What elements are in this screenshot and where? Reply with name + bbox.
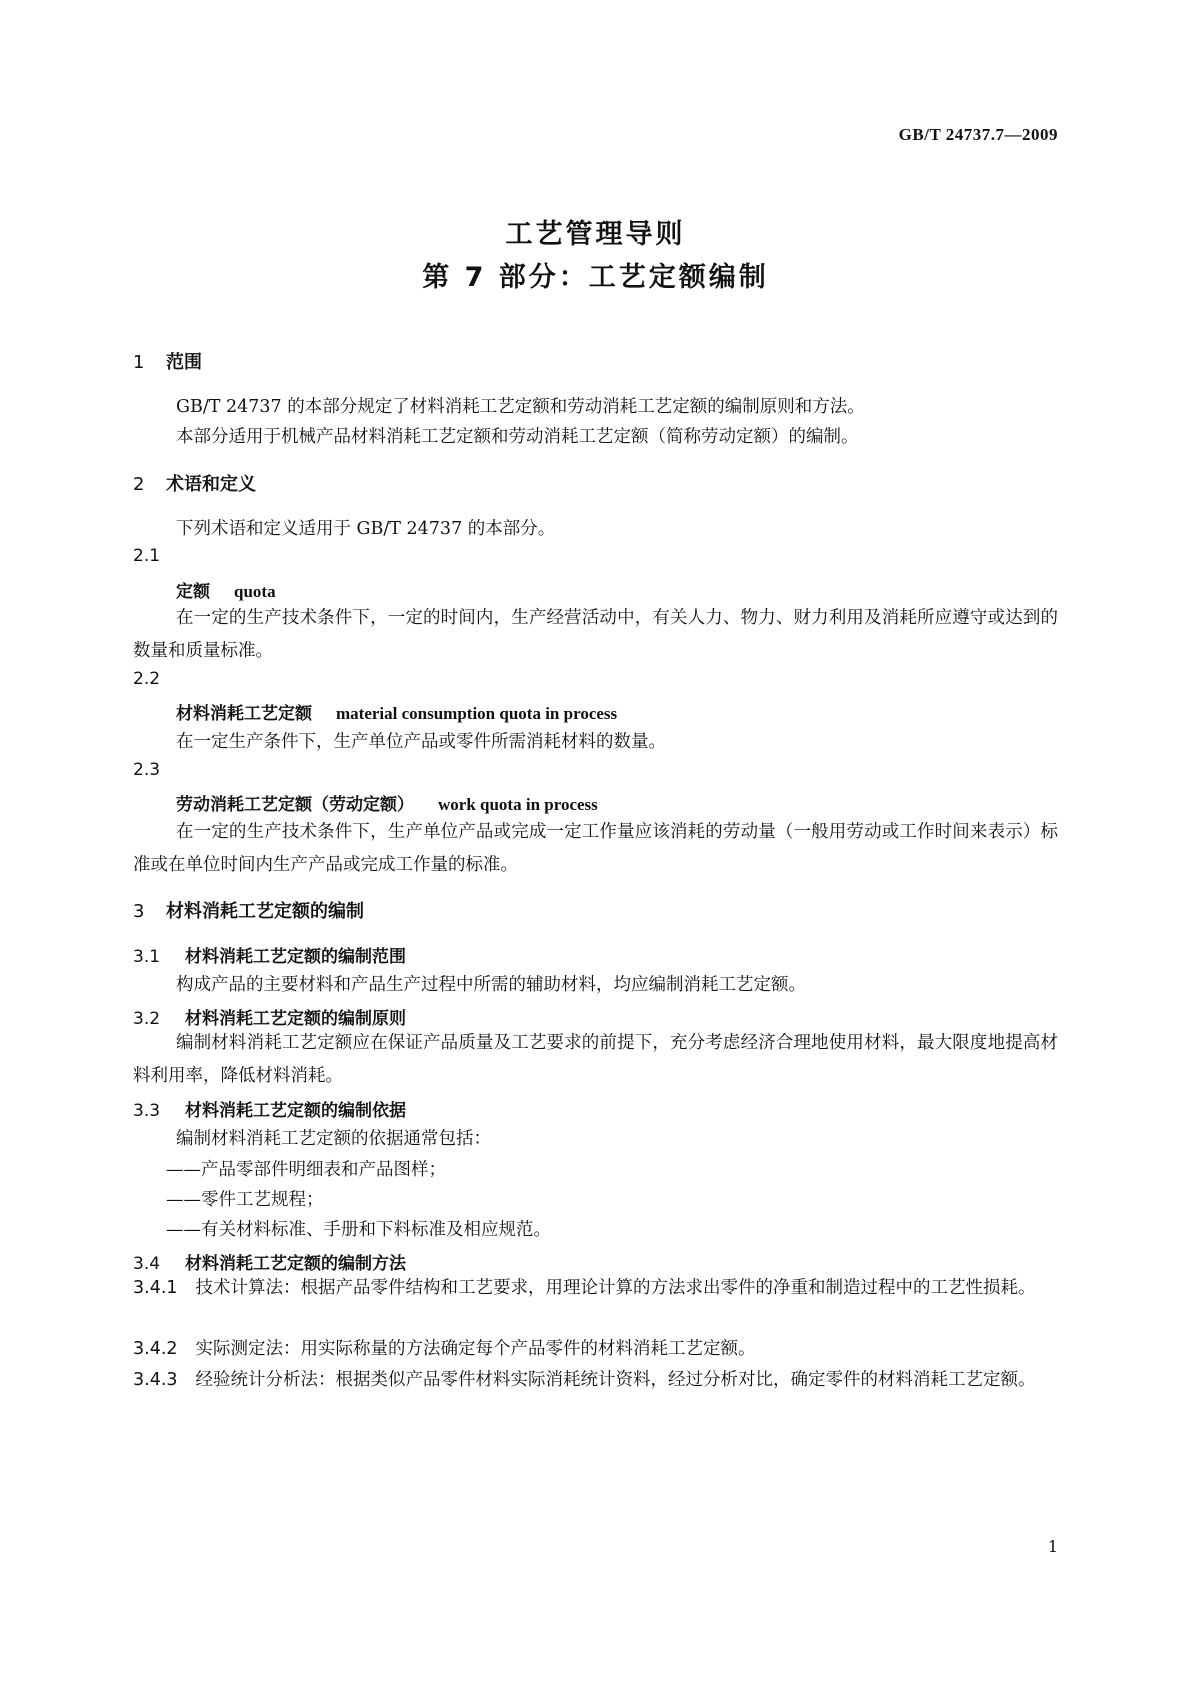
section-2-heading	[133, 470, 256, 496]
subsection-number: 3.1	[133, 947, 161, 967]
method-3-4-2	[133, 1333, 1058, 1366]
subsection-3-3-heading	[133, 1096, 406, 1121]
term-en: material consumption quota in process	[336, 704, 618, 723]
subsection-title: 材料消耗工艺定额的编制原则	[185, 1009, 406, 1029]
term-index: 2.1	[133, 546, 161, 566]
method-number: 3.4.1	[133, 1278, 178, 1298]
page-title-line1: 工艺管理导则	[505, 219, 686, 250]
term-en: work quota in process	[438, 795, 598, 814]
term-index: 2.3	[133, 760, 161, 780]
page-number: 1	[1047, 1537, 1058, 1556]
term-name	[176, 577, 276, 602]
term-zh: 劳动消耗工艺定额（劳动定额）	[176, 795, 414, 815]
page-title-line2: 第 7 部分：工艺定额编制	[422, 262, 769, 293]
term-zh: 定额	[176, 582, 210, 602]
section-title: 范围	[166, 352, 202, 373]
paragraph: 编制材料消耗工艺定额的依据通常包括：	[176, 1129, 491, 1149]
term-zh: 材料消耗工艺定额	[176, 704, 312, 724]
list-item: ——产品零部件明细表和产品图样；	[166, 1160, 446, 1180]
section-1-heading	[133, 348, 202, 374]
subsection-number: 3.4	[133, 1254, 161, 1274]
method-text: 经验统计分析法：根据类似产品零件材料实际消耗统计资料，经过分析对比，确定零件的材料消耗工艺定额。	[195, 1370, 1036, 1390]
term-name	[176, 699, 617, 724]
section-number: 1	[133, 352, 145, 373]
subsection-3-4-heading	[133, 1249, 406, 1274]
method-3-4-1	[133, 1272, 1058, 1305]
term-definition: 在一定生产条件下，生产单位产品或零件所需消耗材料的数量。	[176, 732, 666, 752]
paragraph: 构成产品的主要材料和产品生产过程中所需的辅助材料，均应编制消耗工艺定额。	[176, 975, 806, 995]
term-name	[176, 790, 598, 815]
section-title: 材料消耗工艺定额的编制	[166, 901, 364, 922]
subsection-title: 材料消耗工艺定额的编制方法	[185, 1254, 406, 1274]
section-3-heading	[133, 897, 364, 923]
term-en: quota	[234, 582, 276, 601]
method-number: 3.4.3	[133, 1370, 178, 1390]
section-number: 3	[133, 901, 145, 922]
method-text: 实际测定法：用实际称量的方法确定每个产品零件的材料消耗工艺定额。	[195, 1339, 756, 1359]
term-definition: 在一定的生产技术条件下，生产单位产品或完成一定工作量应该消耗的劳动量（一般用劳动或工作时间来表示）标准或在单位时间内生产产品或完成工作量的标准。	[133, 822, 1058, 875]
subsection-number: 3.2	[133, 1009, 161, 1029]
standard-code: GB/T 24737.7—2009	[898, 125, 1058, 144]
method-number: 3.4.2	[133, 1339, 178, 1359]
subsection-3-1-heading	[133, 942, 406, 967]
section-number: 2	[133, 474, 145, 495]
term-definition: 在一定的生产技术条件下，一定的时间内，生产经营活动中，有关人力、物力、财力利用及消耗所应遵守或达到的数量和质量标准。	[133, 608, 1058, 661]
paragraph: 本部分适用于机械产品材料消耗工艺定额和劳动消耗工艺定额（简称劳动定额）的编制。	[176, 427, 859, 447]
section-title: 术语和定义	[166, 474, 256, 495]
subsection-number: 3.3	[133, 1101, 161, 1121]
subsection-title: 材料消耗工艺定额的编制依据	[185, 1101, 406, 1121]
method-text: 技术计算法：根据产品零件结构和工艺要求，用理论计算的方法求出零件的净重和制造过程中的工艺性损耗。	[195, 1278, 1036, 1298]
subsection-title: 材料消耗工艺定额的编制范围	[185, 947, 406, 967]
term-index: 2.2	[133, 669, 161, 689]
paragraph: GB/T 24737 的本部分规定了材料消耗工艺定额和劳动消耗工艺定额的编制原则和方法。	[176, 397, 865, 417]
subsection-3-2-heading	[133, 1004, 406, 1029]
paragraph: 下列术语和定义适用于 GB/T 24737 的本部分。	[176, 519, 556, 539]
method-3-4-3	[133, 1364, 1058, 1397]
list-item: ——有关材料标准、手册和下料标准及相应规范。	[166, 1220, 551, 1240]
list-item: ——零件工艺规程；	[166, 1190, 324, 1210]
paragraph: 编制材料消耗工艺定额应在保证产品质量及工艺要求的前提下，充分考虑经济合理地使用材料，最大限度地提高材料利用率，降低材料消耗。	[133, 1033, 1058, 1086]
